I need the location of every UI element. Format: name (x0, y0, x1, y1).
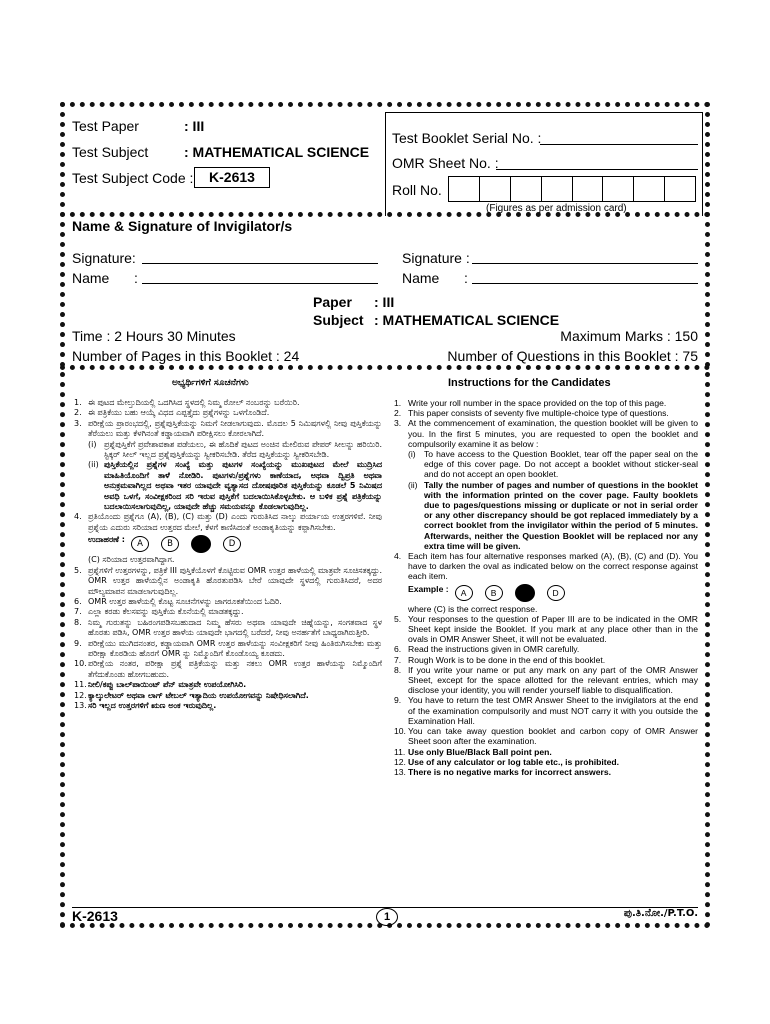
oval-a: A (131, 536, 149, 552)
oval-d: D (547, 585, 565, 601)
signature-field-1[interactable] (142, 263, 378, 264)
item-number: 2. (394, 408, 402, 419)
item-number (394, 604, 408, 614)
kannada-instruction-item (74, 691, 382, 701)
name-field-1[interactable] (142, 283, 378, 284)
item-number (74, 535, 88, 553)
kannada-instruction-item (74, 535, 382, 553)
name-colon-2: : (464, 270, 468, 286)
item-text: ನೀಲಿ/ಕಪ್ಪು ಬಾಲ್‌ಪಾಯಿಂಟ್ ಪೆನ್ ಮಾತ್ರವೇ ಉಪಯೋಗಿಸಿರಿ. (88, 680, 247, 690)
item-text: If you write your name or put any mark on any part of the OMR Answer Sheet, except for the space allotted for the relevant entries, which may disclose your identity, you will render yourself liable to disqualification. (408, 664, 698, 696)
item-text: You have to return the test OMR Answer Sheet to the invigilators at the end of the examination compulsorily and must NOT carry it with you outside the Examination Hall. (408, 695, 698, 726)
roll-no-digit-box[interactable] (665, 177, 695, 201)
item-number: 10. (74, 659, 87, 669)
item-text: Each item has four alternative responses marked (A), (B), (C) and (D). You have to darken the oval as indicated below on the correct response against each item. (408, 551, 698, 582)
roll-no-digit-box[interactable] (480, 177, 511, 201)
english-instruction-item (394, 757, 698, 767)
roll-no-digit-box[interactable] (573, 177, 604, 201)
kannada-instruction-item (74, 566, 382, 597)
item-number: 9. (74, 638, 82, 648)
item-text: ಪರೀಕ್ಷೆಯ ಪ್ರಾರಂಭದಲ್ಲಿ, ಪ್ರಶ್ನೆಪುಸ್ತಿಕೆಯನ್ನು ನಿಮಗೆ ನೀಡಲಾಗುವುದು. ಮೊದಲ 5 ನಿಮಿಷಗಳಲ್ಲಿ ನೀವು ಪುಸ್ತಿಕೆಯನ್ನು ತೆರೆಯಲು ಮತ್ತು ಕೆಳಗಿನಂತೆ ಕಡ್ಡಾಯವಾಗಿ ಪರೀಕ್ಷಿಸಲು ಕೋರಲಾಗಿದೆ. (88, 418, 382, 439)
footer-code: K-2613 (72, 908, 118, 924)
paper-value: : III (374, 294, 395, 310)
item-text: Use of any calculator or log table etc., is prohibited. (408, 756, 620, 767)
roll-no-label: Roll No. (392, 182, 442, 198)
item-text: Example : (408, 583, 449, 594)
english-instruction-item (394, 418, 698, 449)
roll-no-digit-box[interactable] (603, 177, 634, 201)
divider (60, 365, 710, 370)
item-number (74, 555, 88, 565)
item-number: 6. (74, 596, 82, 606)
item-text: OMR ಉತ್ತರ ಹಾಳೆಯಲ್ಲಿ ಕೊಟ್ಟ ಸೂಚನೆಗಳನ್ನು ಜಾಗರೂಕತೆಯಿಂದ ಓದಿರಿ. (88, 596, 282, 606)
test-subject-label: Test Subject (72, 144, 149, 160)
item-text: This paper consists of seventy five multiple-choice type of questions. (408, 408, 669, 419)
kannada-instruction-item (74, 597, 382, 607)
english-instruction-item (394, 584, 698, 602)
name-label-1: Name (72, 270, 110, 286)
item-number: 9. (394, 695, 402, 706)
signature-label-2: Signature : (402, 250, 470, 266)
item-number: 13. (74, 700, 87, 710)
english-instruction-item (394, 398, 698, 408)
name-field-2[interactable] (472, 283, 698, 284)
kannada-instruction-item (74, 659, 382, 680)
english-instruction-item (394, 726, 698, 746)
item-number: 1. (394, 398, 402, 408)
item-text: ಉದಾಹರಣೆ : (88, 535, 125, 545)
english-instruction-item (394, 767, 698, 777)
item-text: where (C) is the correct response. (408, 603, 538, 614)
item-number: 4. (394, 551, 402, 562)
item-number: 11. (74, 680, 87, 690)
item-number: (ii) (408, 479, 418, 490)
english-instruction-item (394, 655, 698, 665)
item-number: 1. (74, 398, 82, 407)
item-text: Your responses to the question of Paper III are to be indicated in the OMR Sheet kept inside the Booklet. If you mark at any place other than in the ovals in OMR Answer Sheet, it will not be evaluated. (408, 613, 698, 645)
item-number: 8. (74, 617, 82, 627)
kannada-instruction-item (74, 408, 382, 418)
item-text: ಪರೀಕ್ಷೆಯು ಮುಗಿದನಂತರ, ಕಡ್ಡಾಯವಾಗಿ OMR ಉತ್ತರ ಹಾಳೆಯನ್ನು ಸಂವೀಕ್ಷಕರಿಗೆ ನೀವು ಹಿಂತಿರುಗಿಸಬೇಕು ಮತ್ತು ಪರೀಕ್ಷಾ ಕೊಠಡಿಯ ಹೊರಗೆ OMR ನ್ನು ನಿಮ್ಮೊಂದಿಗೆ ಕೊಂಡೊಯ್ಯ ಕೂಡದು. (88, 638, 382, 658)
oval-d: D (223, 536, 241, 552)
item-number: 2. (74, 408, 82, 418)
item-text: ಕ್ಯಾಲ್ಕುಲೇಟರ್ ಅಥವಾ ಲಾಗ್ ಟೇಬಲ್ ಇತ್ಯಾದಿಯ ಉಪಯೋಗವನ್ನು ನಿಷೇಧಿಸಲಾಗಿದೆ. (88, 690, 309, 700)
roll-no-digit-box[interactable] (511, 177, 542, 201)
kannada-instruction-item (74, 419, 382, 440)
kannada-instruction-item (74, 555, 382, 565)
test-subject-code-label: Test Subject Code : (72, 170, 194, 186)
english-instruction-item (394, 551, 698, 582)
signature-field-2[interactable] (472, 263, 698, 264)
oval-c (515, 584, 535, 602)
item-number: 5. (394, 613, 402, 624)
kannada-heading: ಅಭ್ಯರ್ಥಿಗಳಿಗೆ ಸೂಚನೆಗಳು (172, 378, 249, 388)
item-number: (i) (88, 439, 97, 449)
item-text: Use only Blue/Black Ball point pen. (408, 746, 552, 757)
pto-text: ಪು.ತಿ.ನೋ./P.T.O. (623, 908, 698, 919)
roll-no-note: (Figures as per admission card) (486, 203, 627, 214)
item-number: 7. (394, 654, 402, 665)
name-colon-1: : (134, 270, 138, 286)
item-number: 8. (394, 664, 402, 675)
item-number: 3. (74, 418, 82, 428)
item-number: 10. (394, 726, 406, 737)
english-instruction-item (394, 747, 698, 757)
roll-no-digit-box[interactable] (634, 177, 665, 201)
english-instruction-item (394, 665, 698, 696)
invigilator-heading: Name & Signature of Invigilator/s (72, 218, 293, 234)
item-text: To have access to the Question Booklet, tear off the paper seal on the edge of this cover page. Do not accept a booklet without sticker-seal and do not accept an open booklet. (424, 449, 698, 480)
item-number: 13. (394, 766, 406, 777)
oval-b: B (161, 536, 179, 552)
item-number: 6. (394, 644, 402, 655)
item-number: 3. (394, 418, 402, 429)
time-text: Time : 2 Hours 30 Minutes (72, 328, 236, 344)
item-number: 12. (74, 690, 87, 700)
item-number: 12. (394, 756, 406, 767)
subject-value: : MATHEMATICAL SCIENCE (374, 312, 560, 328)
english-instruction-item (394, 695, 698, 726)
test-subject-value: : MATHEMATICAL SCIENCE (184, 144, 370, 160)
english-instruction-item (394, 614, 698, 645)
subject-label: Subject (313, 312, 364, 328)
roll-no-boxes[interactable] (448, 176, 696, 202)
item-text: You can take away question booklet and carbon copy of OMR Answer Sheet soon after the examination. (408, 726, 698, 747)
questions-text: Number of Questions in this Booklet : 75 (447, 348, 698, 364)
item-number: 7. (74, 607, 82, 617)
pages-text: Number of Pages in this Booklet : 24 (72, 348, 300, 364)
oval-a: A (455, 585, 473, 601)
english-instructions (394, 398, 698, 777)
paper-label: Paper (313, 294, 352, 310)
oval-b: B (485, 585, 503, 601)
kannada-instructions (74, 398, 382, 711)
page-number: 1 (376, 908, 398, 926)
oval-c (191, 535, 211, 553)
item-text: Write your roll number in the space provided on the top of this page. (408, 398, 667, 408)
example-ovals (449, 584, 571, 602)
item-text: (C) ಸರಿಯಾದ ಉತ್ತರವಾಗಿದ್ದಾಗ. (88, 555, 175, 565)
item-text: Rough Work is to be done in the end of this booklet. (408, 654, 606, 665)
omr-sheet-label: OMR Sheet No. : (392, 155, 499, 171)
kannada-instruction-item (74, 607, 382, 617)
english-instruction-item (394, 449, 698, 480)
booklet-serial-label: Test Booklet Serial No. : (392, 130, 542, 146)
item-text: There is no negative marks for incorrect answers. (408, 766, 611, 777)
kannada-instruction-item (74, 512, 382, 533)
item-text: ನಿಮ್ಮ ಗುರುತನ್ನು ಬಹಿರಂಗಪಡಿಸಬಹುದಾದ ನಿಮ್ಮ ಹೆಸರು ಅಥವಾ ಯಾವುದೇ ಚಿಹ್ನೆಯನ್ನು, ಸಂಗತವಾದ ಸ್ಥಳ ಹೊರತು ಪಡಿಸಿ, OMR ಉತ್ತರ ಹಾಳೆಯ ಯಾವುದೇ ಭಾಗದಲ್ಲಿ ಬರೆದರೆ, ನೀವು ಅನರ್ಹತೆಗೆ ಬಾಧ್ಯರಾಗಿರುತ್ತೀರಿ. (88, 617, 382, 638)
roll-no-digit-box[interactable] (542, 177, 573, 201)
booklet-serial-field[interactable] (540, 144, 698, 145)
kannada-instruction-item (74, 618, 382, 639)
item-text: ಈ ಪುಟದ ಮೇಲ್ತುದಿಯಲ್ಲಿ ಒದಗಿಸಿದ ಸ್ಥಳದಲ್ಲಿ ನಿಮ್ಮ ರೋಲ್ ನಂಬರನ್ನು ಬರೆಯಿರಿ. (88, 398, 300, 407)
test-paper-label: Test Paper (72, 118, 139, 134)
kannada-instruction-item (74, 460, 382, 512)
max-marks-text: Maximum Marks : 150 (560, 328, 698, 344)
item-text: ಸರಿ ಇಲ್ಲದ ಉತ್ತರಗಳಿಗೆ ಋಣ ಅಂಕ ಇರುವುದಿಲ್ಲ. (88, 700, 217, 710)
item-text: ಪರೀಕ್ಷೆಯ ನಂತರ, ಪರೀಕ್ಷಾ ಪ್ರಶ್ನೆ ಪತ್ರಿಕೆಯನ್ನು ಮತ್ತು ನಕಲು OMR ಉತ್ತರ ಹಾಳೆಯನ್ನು ನಿಮ್ಮೊಂದಿಗೆ ತೆಗೆದುಕೊಂಡು ಹೋಗಬಹುದು. (88, 659, 382, 679)
kannada-instruction-item (74, 639, 382, 660)
item-number (394, 584, 408, 602)
item-number: 4. (74, 512, 82, 522)
item-text: ಪ್ರತಿಯೊಂದು ಪ್ರಶ್ನೆಗೂ (A), (B), (C) ಮತ್ತು (D) ಎಂದು ಗುರುತಿಸಿದ ನಾಲ್ಕು ಪರ್ಯಾಯ ಉತ್ತರಗಳಿವೆ. ನೀವು ಪ್ರಶ್ನೆಯ ಎದುರು ಸರಿಯಾದ ಉತ್ತರದ ಮೇಲೆ, ಕೆಳಗೆ ಕಾಣಿಸಿದಂತೆ ಅಂಡಾಕೃತಿಯನ್ನು ಕಪ್ಪಾಗಿಸಬೇಕು. (88, 512, 382, 532)
name-label-2: Name (402, 270, 440, 286)
kannada-instruction-item (74, 701, 382, 711)
kannada-instruction-item (74, 440, 382, 461)
item-number: (ii) (88, 460, 99, 470)
item-text: At the commencement of examination, the question booklet will be given to you. In the first 5 minutes, you are requested to open the booklet and compulsorily examine it as below : (408, 418, 698, 449)
item-number: 11. (394, 746, 406, 757)
example-ovals (125, 535, 247, 553)
item-text: Read the instructions given in OMR carefully. (408, 644, 580, 655)
omr-sheet-field[interactable] (496, 169, 698, 170)
kannada-instruction-item (74, 680, 382, 690)
item-number: (i) (408, 449, 416, 460)
item-text: ಪ್ರಶ್ನೆಪುಸ್ತಿಕೆಗೆ ಪ್ರವೇಶಾವಕಾಶ ಪಡೆಯಲು, ಈ ಹೊದಿಕೆ ಪುಟದ ಅಂಚಿನ ಮೇಲಿರುವ ಪೇಪರ್ ಸೀಲನ್ನು ಹರಿಯಿರಿ. ಸ್ಟಿಕ್ಕರ್ ಸೀಲ್ ಇಲ್ಲದ ಪ್ರಶ್ನೆಪುಸ್ತಿಕೆಯನ್ನು ಸ್ವೀಕರಿಸಬೇಡಿ. ತೆರೆದ ಪುಸ್ತಿಕೆಯನ್ನು ಸ್ವೀಕರಿಸಬೇಡಿ. (104, 439, 382, 460)
test-subject-code-value: K-2613 (194, 167, 270, 188)
item-number: 5. (74, 565, 82, 575)
signature-label-1: Signature: (72, 250, 136, 266)
roll-no-digit-box[interactable] (449, 177, 480, 201)
test-paper-value: : III (184, 118, 205, 134)
kannada-instruction-item (74, 398, 382, 408)
english-instruction-item (394, 604, 698, 614)
english-instruction-item (394, 408, 698, 418)
english-heading: Instructions for the Candidates (448, 377, 611, 389)
item-text: Tally the number of pages and number of questions in the booklet with the information printed on the cover page. Faulty booklets due to pages/questions missing or duplicate or not in serial order or any other discrepancy should be got replaced immediately by a correct booklet from the invigilator within the period of 5 minutes. Afterwards, neither the Question Booklet will be replaced nor any extra time will be given. (424, 479, 698, 551)
item-text: ಎಲ್ಲಾ ಕರಡು ಕೆಲಸವನ್ನು ಪುಸ್ತಿಕೆಯ ಕೊನೆಯಲ್ಲಿ ಮಾಡತಕ್ಕದ್ದು. (88, 607, 244, 617)
item-text: ಪುಸ್ತಿಕೆಯಲ್ಲಿನ ಪ್ರಶ್ನೆಗಳ ಸಂಖ್ಯೆ ಮತ್ತು ಪುಟಗಳ ಸಂಖ್ಯೆಯನ್ನು ಮುಖಪುಟದ ಮೇಲೆ ಮುದ್ರಿಸಿದ ಮಾಹಿತಿಯೊಂದಿಗೆ ತಾಳೆ ನೋಡಿರಿ. ಪುಟಗಳು/ಪ್ರಶ್ನೆಗಳು ಕಾಣೆಯಾದ, ಅಥವಾ ದ್ವಿಪ್ರತಿ ಅಥವಾ ಅನುಕ್ರಮವಾಗಿಲ್ಲದ ಅಥವಾ ಇತರ ಯಾವುದೇ ವ್ಯತ್ಯಾಸದ ದೋಷಪೂರಿತ ಪುಸ್ತಿಕೆಯನ್ನು ಕೂಡಲೆ 5 ನಿಮಿಷದ ಅವಧಿ ಒಳಗೆ, ಸಂವೀಕ್ಷಕರಿಂದ ಸರಿ ಇರುವ ಪುಸ್ತಿಕೆಗೆ ಬದಲಾಯಿಸಿಕೊಳ್ಳಬೇಕು. ಆ ಬಳಿಕ ಪ್ರಶ್ನೆ ಪತ್ರಿಕೆಯನ್ನು ಬದಲಾಯಿಸಲಾಗುವುದಿಲ್ಲ, ಯಾವುದೇ ಹೆಚ್ಚು ಸಮಯವನ್ನೂ ಕೊಡಲಾಗುವುದಿಲ್ಲ. (104, 460, 382, 512)
item-text: ಪ್ರಶ್ನೆಗಳಿಗೆ ಉತ್ತರಗಳನ್ನು, ಪತ್ರಿಕೆ III ಪುಸ್ತಿಕೆಯೊಳಗೆ ಕೊಟ್ಟಿರುವ OMR ಉತ್ತರ ಹಾಳೆಯಲ್ಲಿ ಮಾತ್ರವೇ ಸೂಚಿಸತಕ್ಕದ್ದು. OMR ಉತ್ತರ ಹಾಳೆಯಲ್ಲಿನ ಅಂಡಾಕೃತಿ ಹೊರತುಪಡಿಸಿ ಬೇರೆ ಯಾವುದೇ ಸ್ಥಳದಲ್ಲಿ ಗುರುತಿಸಿದರೆ, ಅದರ ಮೌಲ್ಯಮಾಪನ ಮಾಡಲಾಗುವುದಿಲ್ಲ. (88, 565, 382, 596)
english-instruction-item (394, 644, 698, 654)
item-text: ಈ ಪತ್ರಿಕೆಯು ಬಹು ಆಯ್ಕೆ ವಿಧದ ಎಪ್ಪತ್ತೈದು ಪ್ರಶ್ನೆಗಳನ್ನು ಒಳಗೊಂಡಿದೆ. (88, 408, 270, 418)
english-instruction-item (394, 480, 698, 551)
